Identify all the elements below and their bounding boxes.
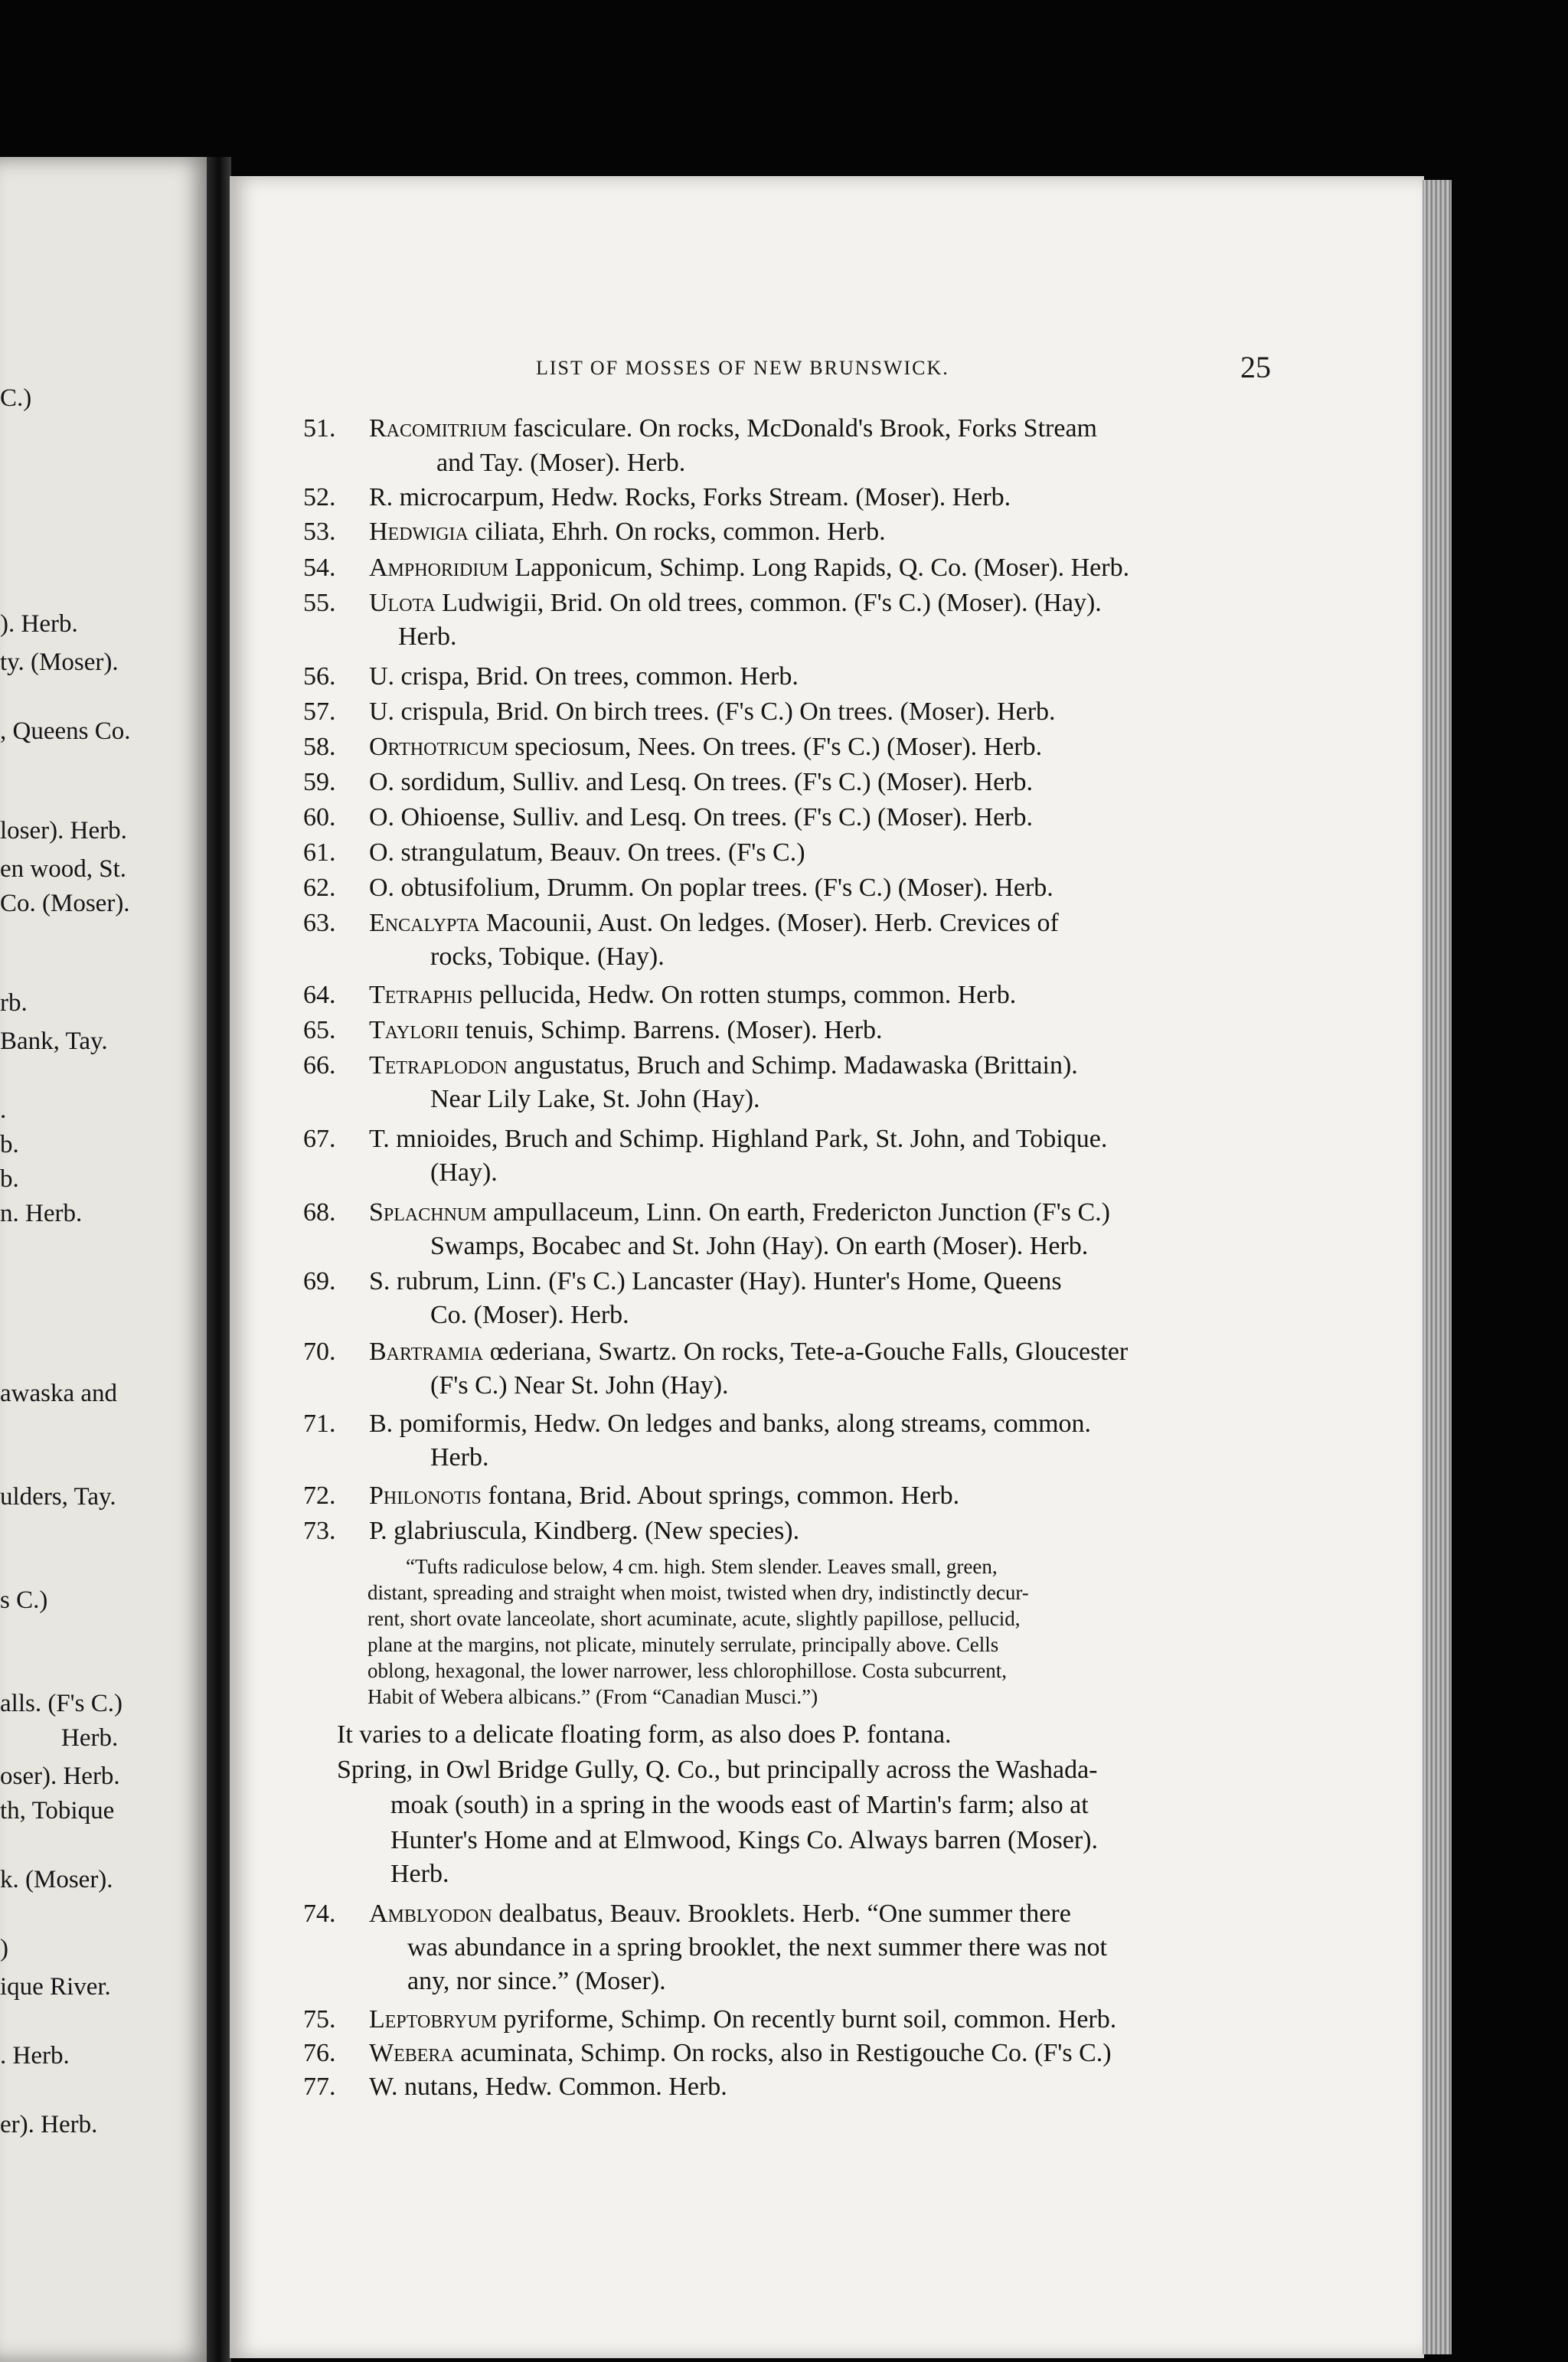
quote-line: plane at the margins, not plicate, minutely serrulate, principally above. Cells <box>368 1633 999 1656</box>
entry-number: 60. <box>303 803 336 831</box>
genus-name: Splachnum <box>369 1198 487 1227</box>
left-line: . Herb. <box>0 2042 70 2070</box>
left-line: C.) <box>0 384 32 412</box>
entry-text: Bartramia œderiana, Swartz. On rocks, Tete-a-Gouche Falls, Gloucester <box>369 1338 1129 1366</box>
left-line: b. <box>0 1165 19 1193</box>
quote-line: Habit of Webera albicans.” (From “Canadian Musci.”) <box>368 1685 818 1708</box>
entry-number: 63. <box>303 909 336 937</box>
left-line: k. (Moser). <box>0 1866 113 1893</box>
entry-text: Orthotricum speciosum, Nees. On trees. (F's C.) (Moser). Herb. <box>369 733 1043 761</box>
note-line: moak (south) in a spring in the woods east of Martin's farm; also at <box>390 1791 1089 1819</box>
genus-name: Tetraphis <box>369 981 473 1009</box>
entry-number: 51. <box>303 414 336 443</box>
left-line: ) <box>0 1935 8 1962</box>
entry-number: 68. <box>303 1198 336 1227</box>
entry-text: T. mnioides, Bruch and Schimp. Highland Park, St. John, and Tobique. <box>369 1125 1108 1153</box>
entry-text: Tetraplodon angustatus, Bruch and Schimp. Madawaska (Brittain). <box>369 1051 1078 1080</box>
entry-number: 58. <box>303 733 336 761</box>
entry-number: 57. <box>303 697 336 726</box>
right-page <box>230 176 1424 2358</box>
entry-text: Encalypta Macounii, Aust. On ledges. (Moser). Herb. Crevices of <box>369 909 1059 937</box>
left-line: ique River. <box>0 1973 111 2001</box>
entry-text: Philonotis fontana, Brid. About springs, common. Herb. <box>369 1482 960 1510</box>
entry-number: 65. <box>303 1016 336 1044</box>
entry-number: 53. <box>303 518 336 546</box>
entry-continuation: and Tay. (Moser). Herb. <box>436 449 686 477</box>
book-gutter <box>207 157 231 2362</box>
entry-text: S. rubrum, Linn. (F's C.) Lancaster (Hay). Hunter's Home, Queens <box>369 1267 1062 1295</box>
entry-number: 61. <box>303 838 336 867</box>
genus-name: Bartramia <box>369 1338 484 1366</box>
genus-name: Webera <box>369 2039 454 2067</box>
entry-text: Ulota Ludwigii, Brid. On old trees, common. (F's C.) (Moser). (Hay). <box>369 589 1102 617</box>
left-line: ulders, Tay. <box>0 1483 116 1511</box>
left-line: ). Herb. <box>0 610 78 638</box>
entry-text: R. microcarpum, Hedw. Rocks, Forks Stream. (Moser). Herb. <box>369 483 1011 511</box>
entry-continuation: rocks, Tobique. (Hay). <box>430 943 665 971</box>
entry-text: Webera acuminata, Schimp. On rocks, also in Restigouche Co. (F's C.) <box>369 2039 1112 2067</box>
entry-number: 64. <box>303 981 336 1009</box>
left-line: Co. (Moser). <box>0 890 130 917</box>
entry-number: 52. <box>303 483 336 511</box>
entry-number: 77. <box>303 2073 336 2101</box>
entry-number: 75. <box>303 2005 336 2034</box>
genus-name: Leptobryum <box>369 2005 498 2034</box>
genus-name: Amphoridium <box>369 554 508 582</box>
quote-line: oblong, hexagonal, the lower narrower, less chlorophillose. Costa subcurrent, <box>368 1659 1007 1682</box>
entry-text: W. nutans, Hedw. Common. Herb. <box>369 2073 727 2101</box>
quote-line: “Tufts radiculose below, 4 cm. high. Stem slender. Leaves small, green, <box>406 1555 998 1578</box>
entry-text: Taylorii tenuis, Schimp. Barrens. (Moser). Herb. <box>369 1016 883 1044</box>
left-line: s C.) <box>0 1586 48 1614</box>
left-line: , Queens Co. <box>0 717 131 745</box>
entry-number: 74. <box>303 1900 336 1928</box>
note-line: Hunter's Home and at Elmwood, Kings Co. Always barren (Moser). <box>390 1826 1098 1854</box>
entry-continuation: (Hay). <box>430 1158 498 1187</box>
genus-name: Hedwigia <box>369 518 469 546</box>
entry-text: U. crispula, Brid. On birch trees. (F's C.) On trees. (Moser). Herb. <box>369 697 1056 726</box>
entry-number: 66. <box>303 1051 336 1080</box>
entry-text: U. crispa, Brid. On trees, common. Herb. <box>369 662 799 691</box>
note-line: Spring, in Owl Bridge Gully, Q. Co., but principally across the Washada- <box>337 1756 1098 1784</box>
entry-text: B. pomiformis, Hedw. On ledges and banks, along streams, common. <box>369 1410 1092 1438</box>
entry-number: 69. <box>303 1267 336 1295</box>
entry-text: P. glabriuscula, Kindberg. (New species). <box>369 1517 800 1545</box>
left-line: alls. (F's C.) <box>0 1690 122 1717</box>
genus-name: Taylorii <box>369 1016 459 1044</box>
entry-text: O. obtusifolium, Drumm. On poplar trees. (F's C.) (Moser). Herb. <box>369 874 1054 902</box>
left-line: th, Tobique <box>0 1797 115 1825</box>
quote-line: distant, spreading and straight when moist, twisted when dry, indistinctly decur- <box>368 1581 1029 1604</box>
entry-text: Hedwigia ciliata, Ehrh. On rocks, common. Herb. <box>369 518 886 546</box>
note-line: It varies to a delicate floating form, as also does P. fontana. <box>337 1720 952 1749</box>
entry-number: 55. <box>303 589 336 617</box>
entry-number: 67. <box>303 1125 336 1153</box>
left-line: rb. <box>0 989 28 1017</box>
left-line: n. Herb. <box>0 1200 83 1227</box>
entry-text: Racomitrium fasciculare. On rocks, McDonald's Brook, Forks Stream <box>369 414 1097 443</box>
genus-name: Racomitrium <box>369 414 508 443</box>
genus-name: Orthotricum <box>369 733 508 761</box>
entry-continuation: Near Lily Lake, St. John (Hay). <box>430 1085 760 1113</box>
entry-number: 54. <box>303 554 336 582</box>
genus-name: Encalypta <box>369 909 480 937</box>
genus-name: Amblyodon <box>369 1900 492 1928</box>
genus-name: Tetraplodon <box>369 1051 508 1080</box>
left-line: b. <box>0 1131 19 1158</box>
entry-number: 76. <box>303 2039 336 2067</box>
note-line: Herb. <box>390 1860 449 1888</box>
entry-continuation: Co. (Moser). Herb. <box>430 1301 629 1329</box>
left-line: awaska and <box>0 1380 118 1407</box>
left-line: oser). Herb. <box>0 1763 120 1790</box>
entry-text: Leptobryum pyriforme, Schimp. On recently burnt soil, common. Herb. <box>369 2005 1117 2034</box>
genus-name: Philonotis <box>369 1482 482 1510</box>
left-page <box>0 157 213 2362</box>
running-header: LIST OF MOSSES OF NEW BRUNSWICK. <box>536 357 949 379</box>
entry-text: O. strangulatum, Beauv. On trees. (F's C.) <box>369 838 805 867</box>
entry-continuation: Herb. <box>398 622 457 651</box>
entry-continuation: any, nor since.” (Moser). <box>407 1967 666 1995</box>
entry-number: 59. <box>303 768 336 796</box>
quote-line: rent, short ovate lanceolate, short acuminate, acute, slightly papillose, pellucid, <box>368 1607 1021 1630</box>
genus-name: Ulota <box>369 589 436 617</box>
entry-text: Splachnum ampullaceum, Linn. On earth, Fredericton Junction (F's C.) <box>369 1198 1110 1227</box>
entry-text: O. Ohioense, Sulliv. and Lesq. On trees. (F's C.) (Moser). Herb. <box>369 803 1033 831</box>
entry-continuation: was abundance in a spring brooklet, the next summer there was not <box>407 1933 1107 1962</box>
left-line: ty. (Moser). <box>0 648 119 676</box>
entry-number: 56. <box>303 662 336 691</box>
entry-text: Amblyodon dealbatus, Beauv. Brooklets. Herb. “One summer there <box>369 1900 1071 1928</box>
entry-number: 70. <box>303 1338 336 1366</box>
entry-continuation: (F's C.) Near St. John (Hay). <box>430 1371 729 1400</box>
left-line: . <box>0 1096 7 1124</box>
entry-text: Tetraphis pellucida, Hedw. On rotten stumps, common. Herb. <box>369 981 1017 1009</box>
page-number: 25 <box>1240 350 1271 384</box>
left-line: Bank, Tay. <box>0 1027 108 1055</box>
entry-text: Amphoridium Lapponicum, Schimp. Long Rapids, Q. Co. (Moser). Herb. <box>369 554 1130 582</box>
entry-number: 72. <box>303 1482 336 1510</box>
left-line: er). Herb. <box>0 2111 98 2138</box>
entry-text: O. sordidum, Sulliv. and Lesq. On trees. (F's C.) (Moser). Herb. <box>369 768 1034 796</box>
page-stack-edge <box>1423 180 1452 2354</box>
left-line: en wood, St. <box>0 855 126 883</box>
entry-number: 71. <box>303 1410 336 1438</box>
entry-continuation: Herb. <box>430 1443 489 1472</box>
left-line: Herb. <box>61 1724 119 1752</box>
entry-number: 73. <box>303 1517 336 1545</box>
entry-continuation: Swamps, Bocabec and St. John (Hay). On earth (Moser). Herb. <box>430 1232 1089 1260</box>
entry-number: 62. <box>303 874 336 902</box>
left-line: loser). Herb. <box>0 817 127 845</box>
